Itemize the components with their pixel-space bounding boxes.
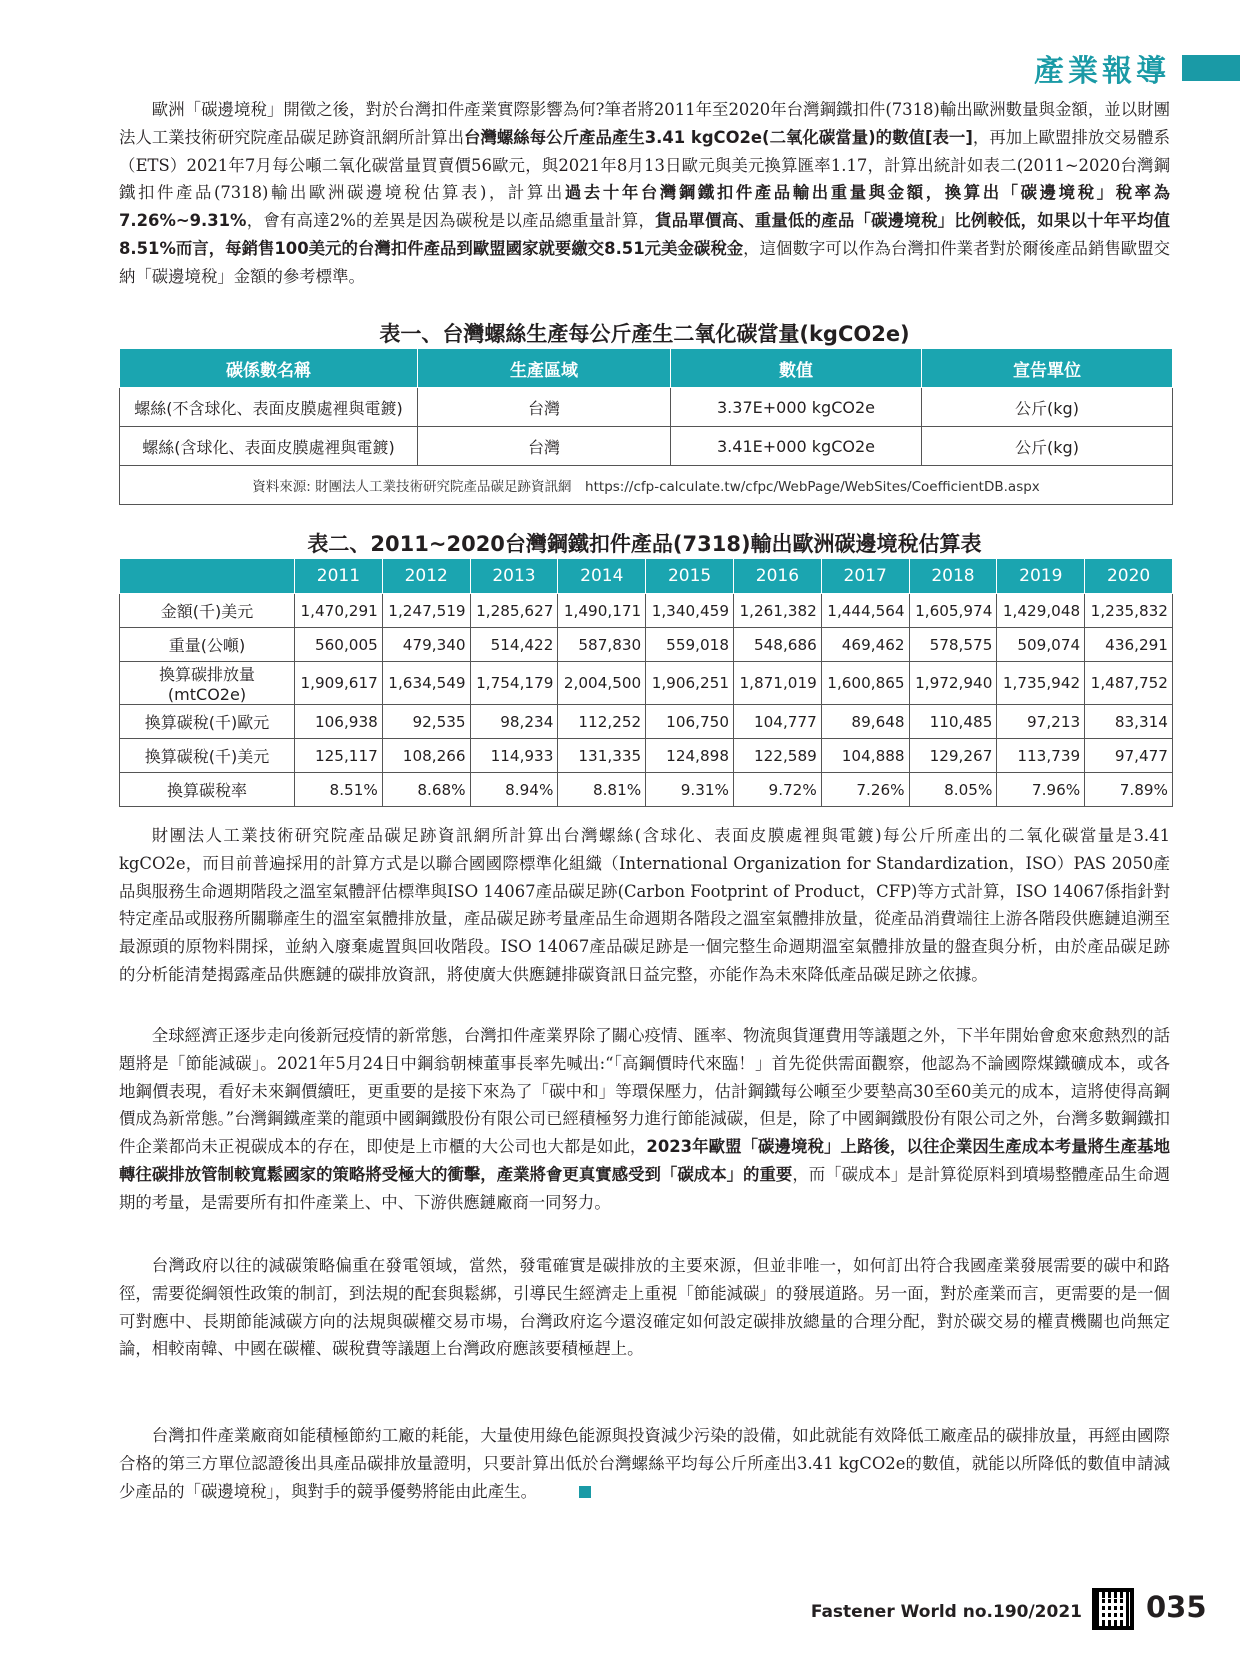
table2-cell: 1,871,019 <box>733 662 821 705</box>
text-run: 過去十年台灣鋼鐵扣件產品輸出重量與金額，換算出「碳邊境稅」稅率為7.26%~9.31% <box>119 183 1170 231</box>
table2-cell: 98,234 <box>470 705 558 739</box>
table-row <box>120 739 1173 773</box>
table2-cell: 113,739 <box>997 739 1085 773</box>
table2-year-header: 2020 <box>1085 559 1173 594</box>
table2-cell: 559,018 <box>646 628 734 662</box>
table-row <box>120 773 1173 807</box>
table1-cell: 螺絲(含球化、表面皮膜處裡與電鍍) <box>120 427 418 466</box>
table2-cell: 125,117 <box>295 739 383 773</box>
table2-title: 表二、2011~2020台灣鋼鐵扣件產品(7318)輸出歐洲碳邊境稅估算表 <box>307 532 982 556</box>
table2-cell: 8.68% <box>382 773 470 807</box>
table2-cell: 509,074 <box>997 628 1085 662</box>
table2-cell: 2,004,500 <box>558 662 646 705</box>
table2-cell: 112,252 <box>558 705 646 739</box>
table2-cell: 92,535 <box>382 705 470 739</box>
table2-row-label: 換算碳排放量(mtCO2e) <box>120 662 295 705</box>
table-row <box>120 427 1173 466</box>
table2-cell: 436,291 <box>1085 628 1173 662</box>
table1-cell: 公斤(kg) <box>922 427 1173 466</box>
table2-cell: 8.05% <box>909 773 997 807</box>
table2-cell: 104,888 <box>821 739 909 773</box>
table2-year-header: 2011 <box>295 559 383 594</box>
table2-cell: 7.26% <box>821 773 909 807</box>
paragraph-3 <box>119 1022 1170 1217</box>
table2-cell: 1,470,291 <box>295 594 383 628</box>
table2-cell: 469,462 <box>821 628 909 662</box>
table1-source: 資料來源: 財團法人工業技術研究院產品碳足跡資訊網 https://cfp-calculate.tw/cfpc/WebPage/WebSites/CoefficientDB.aspx <box>120 466 1173 505</box>
table2-row-label: 重量(公噸) <box>120 628 295 662</box>
table2-cell: 104,777 <box>733 705 821 739</box>
paragraph-2 <box>119 822 1170 989</box>
table-row <box>120 705 1173 739</box>
section-tag <box>1034 46 1240 90</box>
table2-year-header: 2018 <box>909 559 997 594</box>
text-run: 台灣扣件產業廠商如能積極節約工廠的耗能，大量使用綠色能源與投資減少污染的設備，如此就能有效降低工廠產品的碳排放量，再經由國際合格的第三方單位認證後出具產品碳排放量證明，只要計算出低於台灣螺絲平均每公斤所產出3.41 kgCO2e的數值，就能以所降低的數值申請減少產品的「碳邊境稅」，與對手的競爭優勢將能由此產生。 <box>119 1426 1170 1501</box>
table2-cell: 578,575 <box>909 628 997 662</box>
table2-cell: 106,938 <box>295 705 383 739</box>
table2-corner <box>120 559 295 594</box>
table2-cell: 1,487,752 <box>1085 662 1173 705</box>
paragraph-5 <box>119 1422 1170 1505</box>
table2-cell: 1,906,251 <box>646 662 734 705</box>
text-run: ，這個數字可以作為台灣扣件業者對於爾後產品銷售歐盟交納「碳邊境稅」金額的參考標準。 <box>119 238 1171 286</box>
table2-cell: 108,266 <box>382 739 470 773</box>
table1-cell: 公斤(kg) <box>922 388 1173 427</box>
table2-cell: 1,261,382 <box>733 594 821 628</box>
table2-cell: 1,735,942 <box>997 662 1085 705</box>
table2-cell: 9.31% <box>646 773 734 807</box>
table2-cell: 83,314 <box>1085 705 1173 739</box>
table2-cell: 1,444,564 <box>821 594 909 628</box>
magazine-name: Fastener World no.190/2021 <box>810 1602 1082 1622</box>
table2-cell: 587,830 <box>558 628 646 662</box>
table2-cell: 1,754,179 <box>470 662 558 705</box>
table2 <box>119 558 1173 807</box>
table1-header-cell: 生產區域 <box>418 349 671 388</box>
end-square-icon <box>579 1486 591 1498</box>
table2-cell: 97,213 <box>997 705 1085 739</box>
table2-year-header: 2012 <box>382 559 470 594</box>
table2-row-label: 換算碳稅(千)歐元 <box>120 705 295 739</box>
table2-cell: 1,972,940 <box>909 662 997 705</box>
table2-cell: 8.51% <box>295 773 383 807</box>
text-run: ，會有高達2%的差異是因為碳稅是以產品總重量計算， <box>246 211 656 231</box>
table2-cell: 97,477 <box>1085 739 1173 773</box>
table-row <box>120 628 1173 662</box>
table2-cell: 1,285,627 <box>470 594 558 628</box>
text-run: 全球經濟正逐步走向後新冠疫情的新常態，台灣扣件產業界除了關心疫情、匯率、物流與貨運費用等議題之外，下半年開始會愈來愈熱烈的話題將是「節能減碳」。2021年5月24日中鋼翁朝棟董事長率先喊出:“「高鋼價時代來臨！」首先從供需面觀察，他認為不論國際煤鐵礦成本，或各地鋼價表現，看好未來鋼價續旺，更重要的是接下來為了「碳中和」等環保壓力，估計鋼鐵每公噸至少要墊高30至60美元的成本，這將使得高鋼價成為新常態。”台灣鋼鐵產業的龍頭中國鋼鐵股份有限公司已經積極努力進行節能減碳，但是，除了中國鋼鐵股份有限公司之外，台灣多數鋼鐵扣件企業都尚未正視碳成本的存在，即使是上市櫃的大公司也大都是如此， <box>119 1026 1170 1157</box>
table2-cell: 1,634,549 <box>382 662 470 705</box>
table2-cell: 114,933 <box>470 739 558 773</box>
table2-cell: 131,335 <box>558 739 646 773</box>
table2-cell: 124,898 <box>646 739 734 773</box>
text-run: ，而「碳成本」是計算從原料到墳場整體產品生命週期的考量，是需要所有扣件產業上、中、下游供應鏈廠商一同努力。 <box>119 1164 1171 1212</box>
table2-cell: 1,340,459 <box>646 594 734 628</box>
table2-row-label: 換算碳稅率 <box>120 773 295 807</box>
text-run: 歐洲「碳邊境稅」開徵之後，對於台灣扣件產業實際影響為何?筆者將2011年至2020年台灣鋼鐵扣件(7318)輸出歐洲數量與金額，並以財團法人工業技術研究院產品碳足跡資訊網所計算出 <box>119 100 1170 147</box>
page-number: 035 <box>1146 1590 1207 1624</box>
paragraph-4 <box>119 1252 1170 1363</box>
table1-header-cell: 宣告單位 <box>922 349 1173 388</box>
table2-year-header: 2015 <box>646 559 734 594</box>
table2-cell: 1,247,519 <box>382 594 470 628</box>
table2-cell: 1,909,617 <box>295 662 383 705</box>
text-run: 財團法人工業技術研究院產品碳足跡資訊網所計算出台灣螺絲(含球化、表面皮膜處裡與電鍍)每公斤所產出的二氧化碳當量是3.41 kgCO2e，而目前普遍採用的計算方式是以聯合國國際標準化組織（International Organization for Standardization，ISO）PAS 2050產品與服務生命週期階段之溫室氣體評估標準與ISO 14067產品碳足跡(Carbon Footprint of Product，CFP)等方式計算，ISO 14067係指針對特定產品或服務所關聯產生的溫室氣體排放量，產品碳足跡考量產品生命週期各階段之溫室氣體排放量，從產品消費端往上游各階段供應鏈追溯至最源頭的原物料開採，並納入廢棄處置與回收階段。ISO 14067產品碳足跡是一個完整生命週期溫室氣體排放量的盤查與分析，由於產品碳足跡的分析能清楚揭露產品供應鏈的碳排放資訊，將使廣大供應鏈排碳資訊日益完整，亦能作為未來降低產品碳足跡之依據。 <box>119 826 1170 984</box>
table-row <box>120 388 1173 427</box>
table2-year-header: 2016 <box>733 559 821 594</box>
table2-year-header: 2019 <box>997 559 1085 594</box>
table2-cell: 110,485 <box>909 705 997 739</box>
table2-year-header: 2013 <box>470 559 558 594</box>
text-run: 2023年歐盟「碳邊境稅」上路後，以往企業因生產成本考量將生產基地轉往碳排放管制較寬鬆國家的策略將受極大的衝擊，產業將會更真實感受到「碳成本」的重要 <box>119 1137 1171 1184</box>
table1-cell: 台灣 <box>418 427 671 466</box>
table2-cell: 9.72% <box>733 773 821 807</box>
table2-cell: 1,429,048 <box>997 594 1085 628</box>
table2-cell: 106,750 <box>646 705 734 739</box>
table2-row-label: 金額(千)美元 <box>120 594 295 628</box>
text-run: ，再加上歐盟排放交易體系（ETS）2021年7月每公噸二氧化碳當量買賣價56歐元，與2021年8月13日歐元與美元換算匯率1.17，計算出統計如表二(2011~2020台灣鋼鐵扣件產品(7318)輸出歐洲碳邊境稅估算表)，計算出 <box>119 127 1170 203</box>
text-run: 台灣政府以往的減碳策略偏重在發電領域，當然，發電確實是碳排放的主要來源，但並非唯一，如何訂出符合我國產業發展需要的碳中和路徑，需要從綱領性政策的制訂，到法規的配套與鬆綁，引導民生經濟走上重視「節能減碳」的發展道路。另一面，對於產業而言，更需要的是一個可對應中、長期節能減碳方向的法規與碳權交易市場，台灣政府迄今還沒確定如何設定碳排放總量的合理分配，對於碳交易的權責機關也尚無定論，相較南韓、中國在碳權、碳稅費等議題上台灣政府應該要積極趕上。 <box>119 1256 1170 1359</box>
table2-year-header: 2017 <box>821 559 909 594</box>
table2-cell: 8.81% <box>558 773 646 807</box>
section-label: 產業報導 <box>1034 54 1170 89</box>
table2-cell: 479,340 <box>382 628 470 662</box>
table2-row-label: 換算碳稅(千)美元 <box>120 739 295 773</box>
table2-cell: 122,589 <box>733 739 821 773</box>
table2-cell: 1,600,865 <box>821 662 909 705</box>
qr-code-icon <box>1092 1588 1134 1630</box>
text-run: 貨品單價高、重量低的產品「碳邊境稅」比例較低，如果以十年平均值8.51%而言，每銷售100美元的台灣扣件產品到歐盟國家就要繳交8.51元美金碳稅金 <box>119 211 1170 258</box>
table2-cell: 129,267 <box>909 739 997 773</box>
table1 <box>119 348 1173 505</box>
table2-year-header: 2014 <box>558 559 646 594</box>
table2-cell: 89,648 <box>821 705 909 739</box>
table2-cell: 7.96% <box>997 773 1085 807</box>
footer <box>0 1588 1240 1638</box>
table1-cell: 螺絲(不含球化、表面皮膜處裡與電鍍) <box>120 388 418 427</box>
table2-cell: 1,490,171 <box>558 594 646 628</box>
table2-cell: 548,686 <box>733 628 821 662</box>
table1-header-cell: 碳係數名稱 <box>120 349 418 388</box>
table1-title: 表一、台灣螺絲生產每公斤產生二氧化碳當量(kgCO2e) <box>379 322 910 346</box>
table2-cell: 1,605,974 <box>909 594 997 628</box>
table1-cell: 台灣 <box>418 388 671 427</box>
paragraph-1 <box>119 96 1170 291</box>
table2-cell: 514,422 <box>470 628 558 662</box>
table-row <box>120 662 1173 705</box>
table2-cell: 8.94% <box>470 773 558 807</box>
table1-cell: 3.37E+000 kgCO2e <box>671 388 922 427</box>
table2-cell: 560,005 <box>295 628 383 662</box>
table1-cell: 3.41E+000 kgCO2e <box>671 427 922 466</box>
table2-cell: 7.89% <box>1085 773 1173 807</box>
table1-header-cell: 數值 <box>671 349 922 388</box>
text-run: 台灣螺絲每公斤產品產生3.41 kgCO2e(二氧化碳當量)的數值[表一] <box>464 127 973 147</box>
section-bar <box>1182 55 1240 81</box>
table2-cell: 1,235,832 <box>1085 594 1173 628</box>
table-row <box>120 594 1173 628</box>
